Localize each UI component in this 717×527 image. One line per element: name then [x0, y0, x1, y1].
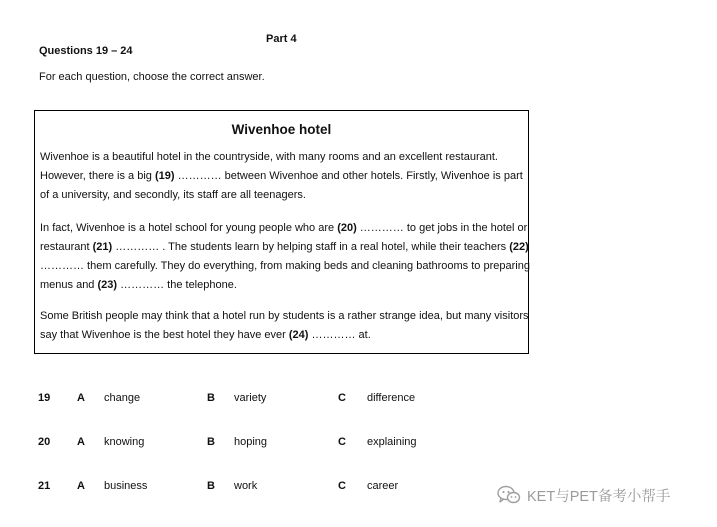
option-letter-b: B — [207, 436, 215, 448]
option-b[interactable]: variety — [234, 392, 267, 404]
option-letter-c: C — [338, 480, 346, 492]
option-letter-b: B — [207, 480, 215, 492]
gap-number: (24) — [288, 329, 309, 341]
option-b[interactable]: hoping — [234, 436, 268, 448]
option-letter-a: A — [77, 436, 85, 448]
option-letter-c: C — [338, 436, 346, 448]
option-letter-c: C — [338, 392, 346, 404]
instruction-text: For each question, choose the correct answer. — [39, 71, 265, 83]
part-title: Part 4 — [266, 33, 297, 45]
passage-paragraph-1: Wivenhoe is a beautiful hotel in the countryside, with many rooms and an excellent restaurant. However, there is a big (19) ………… between Wivenhoe and other hotels. Firstly, Wivenhoe is part of a university, and secondly, its staff are all teenagers. — [40, 151, 523, 201]
option-c[interactable]: explaining — [367, 436, 417, 448]
question-number: 21 — [38, 480, 51, 492]
passage-paragraph-3: Some British people may think that a hotel run by students is a rather strange idea, but many visitors say that Wivenhoe is the best hotel they have ever (24) ………… at. — [40, 310, 529, 341]
watermark-text: KET与PET备考小帮手 — [527, 488, 671, 505]
question-row-20 — [0, 436, 600, 452]
option-a[interactable]: knowing — [104, 436, 145, 448]
option-b[interactable]: work — [234, 480, 258, 492]
option-c[interactable]: difference — [367, 392, 416, 404]
passage-paragraph-2: In fact, Wivenhoe is a hotel school for young people who are (20) ………… to get jobs in the hotel or restaurant (21) ………… . The students learn by helping staff in a real hotel, while their teachers (22) ………… them carefully. They do everything, from making beds and cleaning bathrooms to preparing menus and (23) ………… the telephone. — [40, 222, 530, 291]
passage-title: Wivenhoe hotel — [231, 122, 332, 137]
option-letter-b: B — [207, 392, 215, 404]
gap-number: (21) — [92, 241, 113, 253]
gap-number: (23) — [97, 279, 118, 291]
option-letter-a: A — [77, 392, 85, 404]
watermark — [497, 484, 670, 506]
question-number: 20 — [38, 436, 51, 448]
wechat-icon — [497, 485, 521, 505]
gap-number: (20) — [337, 222, 357, 234]
option-a[interactable]: change — [104, 392, 141, 404]
gap-number: (22) — [509, 241, 529, 253]
option-a[interactable]: business — [104, 480, 148, 492]
passage-box — [34, 110, 529, 354]
questions-heading: Questions 19 – 24 — [39, 45, 133, 57]
question-number: 19 — [38, 392, 51, 404]
option-c[interactable]: career — [367, 480, 399, 492]
question-row-19 — [0, 392, 600, 408]
option-letter-a: A — [77, 480, 85, 492]
gap-number: (19) — [154, 170, 175, 182]
